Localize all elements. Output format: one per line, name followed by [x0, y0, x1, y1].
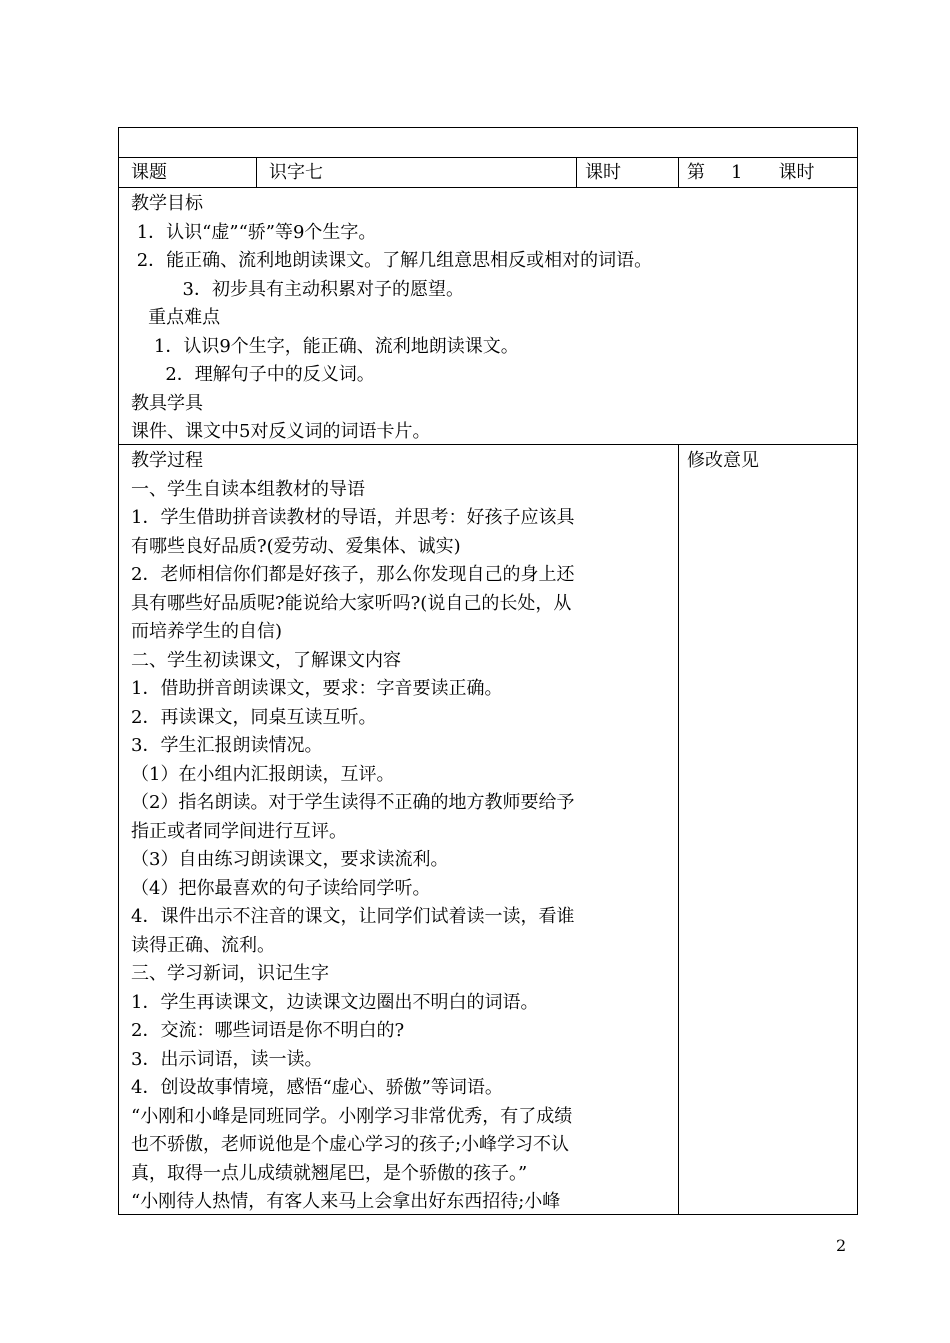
goals-heading: 教学目标 [131, 193, 203, 214]
page-number: 2 [836, 1236, 847, 1255]
period-value [679, 158, 857, 187]
goals-line: 3．初步具有主动积累对子的愿望。 [131, 278, 464, 300]
process-line: 一、学生自读本组教材的导语 [131, 478, 365, 500]
process-text [119, 445, 679, 1214]
goals-line: 1．认识“虚”“骄”等9个生字。 [131, 221, 377, 243]
process-line: 二、学生初读课文，了解课文内容 [131, 649, 401, 671]
materials-heading: 教具学具 [131, 392, 203, 414]
goals-section [119, 188, 857, 445]
process-line: 4．课件出示不注音的课文，让同学们试着读一读，看谁 [131, 906, 575, 927]
process-line: 也不骄傲，老师说他是个虚心学习的孩子;小峰学习不认 [131, 1134, 570, 1155]
process-line: 而培养学生的自信) [131, 621, 283, 642]
process-line: 3．学生汇报朗读情况。 [131, 735, 323, 756]
process-line: 三、学习新词，识记生字 [131, 963, 329, 984]
process-line: 2．再读课文，同桌互读互听。 [131, 706, 377, 728]
process-line: 1．借助拼音朗读课文，要求：字音要读正确。 [131, 678, 503, 699]
process-line: （1）在小组内汇报朗读，互评。 [131, 763, 395, 785]
process-line: 1．学生借助拼音读教材的导语，并思考：好孩子应该具 [131, 507, 575, 528]
process-line: （4）把你最喜欢的句子读给同学听。 [131, 877, 431, 899]
subject-label: 课题 [119, 158, 257, 187]
revision-label: 修改意见 [687, 450, 759, 471]
process-line: （2）指名朗读。对于学生读得不正确的地方教师要给予 [131, 792, 575, 813]
header-row [119, 158, 857, 188]
subject-value: 识字七 [257, 158, 577, 187]
process-line: 3．出示词语，读一读。 [131, 1048, 323, 1070]
process-line: 有哪些良好品质?(爱劳动、爱集体、诚实) [131, 535, 461, 557]
process-section [119, 445, 857, 1214]
process-line: （3）自由练习朗读课文，要求读流利。 [131, 849, 449, 870]
process-line: 2．老师相信你们都是好孩子，那么你发现自己的身上还 [131, 564, 575, 585]
goals-text [119, 190, 857, 447]
process-line: 4．创设故事情境，感悟“虚心、骄傲”等词语。 [131, 1077, 503, 1098]
process-line: 真，取得一点儿成绩就翘尾巴，是个骄傲的孩子。” [131, 1162, 528, 1184]
goals-line: 2．理解句子中的反义词。 [131, 364, 375, 385]
materials-line: 课件、课文中5对反义词的词语卡片。 [131, 421, 431, 442]
period-number: 1 [731, 162, 743, 183]
period-label: 课时 [577, 158, 679, 187]
process-line: 读得正确、流利。 [131, 934, 275, 956]
period-prefix: 第 [687, 162, 705, 183]
process-line: 具有哪些好品质呢?能说给大家听吗?(说自己的长处，从 [131, 592, 572, 614]
lesson-plan-table [118, 127, 858, 1215]
goals-line: 2．能正确、流利地朗读课文。了解几组意思相反或相对的词语。 [131, 250, 653, 271]
process-line: “小刚待人热情，有客人来马上会拿出好东西招待;小峰 [131, 1191, 561, 1212]
process-heading: 教学过程 [131, 450, 203, 471]
goals-line: 1．认识9个生字，能正确、流利地朗读课文。 [131, 335, 519, 357]
blank-top-row [119, 128, 857, 158]
process-line: 1．学生再读课文，边读课文边圈出不明白的词语。 [131, 991, 539, 1013]
process-line: 2．交流：哪些词语是你不明白的? [131, 1020, 405, 1041]
process-line: “小刚和小峰是同班同学。小刚学习非常优秀，有了成绩 [131, 1105, 573, 1127]
period-suffix: 课时 [778, 162, 815, 183]
revision-notes-column [679, 445, 857, 1214]
process-line: 指正或者同学间进行互评。 [131, 820, 347, 842]
key-points-heading: 重点难点 [131, 307, 221, 328]
